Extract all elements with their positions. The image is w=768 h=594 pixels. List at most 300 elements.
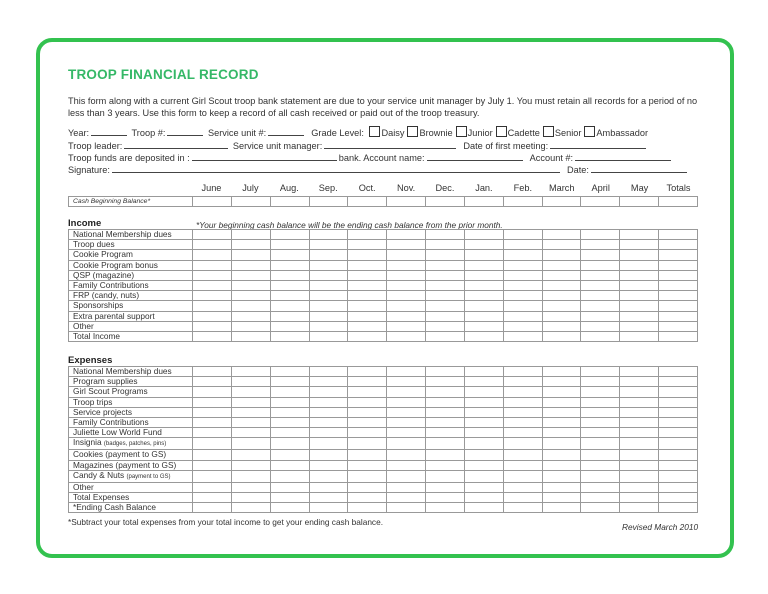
amount-cell[interactable] bbox=[581, 377, 620, 387]
amount-cell[interactable] bbox=[193, 482, 232, 492]
amount-cell[interactable] bbox=[503, 321, 542, 331]
amount-cell[interactable] bbox=[581, 321, 620, 331]
amount-cell[interactable] bbox=[581, 397, 620, 407]
amount-cell[interactable] bbox=[193, 280, 232, 290]
amount-cell[interactable] bbox=[387, 230, 426, 240]
amount-cell[interactable] bbox=[309, 331, 348, 341]
amount-cell[interactable] bbox=[193, 270, 232, 280]
amount-cell[interactable] bbox=[309, 387, 348, 397]
amount-cell[interactable] bbox=[193, 377, 232, 387]
amount-cell[interactable] bbox=[387, 503, 426, 513]
amount-cell[interactable] bbox=[581, 438, 620, 450]
amount-cell[interactable] bbox=[659, 230, 698, 240]
amount-cell[interactable] bbox=[542, 270, 581, 280]
amount-cell[interactable] bbox=[464, 240, 503, 250]
amount-cell[interactable] bbox=[309, 397, 348, 407]
amount-cell[interactable] bbox=[348, 250, 387, 260]
amount-cell[interactable] bbox=[387, 301, 426, 311]
amount-cell[interactable] bbox=[581, 460, 620, 470]
amount-cell[interactable] bbox=[387, 482, 426, 492]
amount-cell[interactable] bbox=[542, 331, 581, 341]
amount-cell[interactable] bbox=[581, 280, 620, 290]
amount-cell[interactable] bbox=[348, 230, 387, 240]
amount-cell[interactable] bbox=[464, 460, 503, 470]
amount-cell[interactable] bbox=[503, 470, 542, 482]
amount-cell[interactable] bbox=[659, 492, 698, 502]
amount-cell[interactable] bbox=[542, 377, 581, 387]
amount-cell[interactable] bbox=[193, 260, 232, 270]
amount-cell[interactable] bbox=[464, 377, 503, 387]
amount-cell[interactable] bbox=[620, 230, 659, 240]
amount-cell[interactable] bbox=[620, 377, 659, 387]
amount-cell[interactable] bbox=[659, 270, 698, 280]
amount-cell[interactable] bbox=[309, 377, 348, 387]
amount-cell[interactable] bbox=[270, 331, 309, 341]
amount-cell[interactable] bbox=[426, 230, 465, 240]
amount-cell[interactable] bbox=[270, 260, 309, 270]
amount-cell[interactable] bbox=[193, 492, 232, 502]
amount-cell[interactable] bbox=[464, 280, 503, 290]
amount-cell[interactable] bbox=[387, 240, 426, 250]
amount-cell[interactable] bbox=[503, 260, 542, 270]
amount-cell[interactable] bbox=[231, 417, 270, 427]
amount-cell[interactable] bbox=[464, 197, 503, 207]
amount-cell[interactable] bbox=[387, 331, 426, 341]
amount-cell[interactable] bbox=[348, 367, 387, 377]
amount-cell[interactable] bbox=[426, 450, 465, 460]
amount-cell[interactable] bbox=[387, 428, 426, 438]
amount-cell[interactable] bbox=[503, 387, 542, 397]
amount-cell[interactable] bbox=[231, 367, 270, 377]
amount-cell[interactable] bbox=[270, 321, 309, 331]
amount-cell[interactable] bbox=[193, 397, 232, 407]
amount-cell[interactable] bbox=[270, 311, 309, 321]
amount-cell[interactable] bbox=[542, 311, 581, 321]
amount-cell[interactable] bbox=[503, 407, 542, 417]
amount-cell[interactable] bbox=[464, 492, 503, 502]
amount-cell[interactable] bbox=[464, 397, 503, 407]
amount-cell[interactable] bbox=[348, 460, 387, 470]
amount-cell[interactable] bbox=[270, 291, 309, 301]
amount-cell[interactable] bbox=[231, 291, 270, 301]
amount-cell[interactable] bbox=[426, 417, 465, 427]
amount-cell[interactable] bbox=[348, 377, 387, 387]
amount-cell[interactable] bbox=[581, 197, 620, 207]
amount-cell[interactable] bbox=[387, 270, 426, 280]
amount-cell[interactable] bbox=[426, 470, 465, 482]
amount-cell[interactable] bbox=[426, 250, 465, 260]
amount-cell[interactable] bbox=[659, 250, 698, 260]
amount-cell[interactable] bbox=[387, 367, 426, 377]
amount-cell[interactable] bbox=[620, 331, 659, 341]
amount-cell[interactable] bbox=[503, 197, 542, 207]
amount-cell[interactable] bbox=[348, 397, 387, 407]
amount-cell[interactable] bbox=[503, 438, 542, 450]
amount-cell[interactable] bbox=[231, 503, 270, 513]
amount-cell[interactable] bbox=[270, 438, 309, 450]
amount-cell[interactable] bbox=[387, 470, 426, 482]
amount-cell[interactable] bbox=[231, 331, 270, 341]
amount-cell[interactable] bbox=[620, 197, 659, 207]
amount-cell[interactable] bbox=[542, 367, 581, 377]
amount-cell[interactable] bbox=[659, 197, 698, 207]
account-no-field[interactable] bbox=[575, 151, 671, 161]
amount-cell[interactable] bbox=[659, 438, 698, 450]
troop-leader-field[interactable] bbox=[124, 139, 228, 149]
amount-cell[interactable] bbox=[620, 460, 659, 470]
amount-cell[interactable] bbox=[309, 470, 348, 482]
amount-cell[interactable] bbox=[193, 331, 232, 341]
account-name-field[interactable] bbox=[427, 151, 523, 161]
amount-cell[interactable] bbox=[348, 291, 387, 301]
amount-cell[interactable] bbox=[309, 311, 348, 321]
year-field[interactable] bbox=[91, 126, 127, 136]
amount-cell[interactable] bbox=[659, 377, 698, 387]
amount-cell[interactable] bbox=[620, 301, 659, 311]
amount-cell[interactable] bbox=[426, 321, 465, 331]
amount-cell[interactable] bbox=[659, 367, 698, 377]
amount-cell[interactable] bbox=[348, 331, 387, 341]
amount-cell[interactable] bbox=[426, 331, 465, 341]
amount-cell[interactable] bbox=[348, 470, 387, 482]
amount-cell[interactable] bbox=[387, 311, 426, 321]
grade-checkbox-junior[interactable] bbox=[456, 126, 467, 137]
amount-cell[interactable] bbox=[659, 470, 698, 482]
amount-cell[interactable] bbox=[309, 503, 348, 513]
amount-cell[interactable] bbox=[309, 438, 348, 450]
grade-checkbox-senior[interactable] bbox=[543, 126, 554, 137]
amount-cell[interactable] bbox=[620, 291, 659, 301]
amount-cell[interactable] bbox=[503, 450, 542, 460]
amount-cell[interactable] bbox=[542, 417, 581, 427]
amount-cell[interactable] bbox=[270, 482, 309, 492]
amount-cell[interactable] bbox=[659, 387, 698, 397]
amount-cell[interactable] bbox=[464, 270, 503, 280]
amount-cell[interactable] bbox=[620, 270, 659, 280]
amount-cell[interactable] bbox=[503, 280, 542, 290]
amount-cell[interactable] bbox=[464, 250, 503, 260]
amount-cell[interactable] bbox=[231, 470, 270, 482]
amount-cell[interactable] bbox=[387, 407, 426, 417]
amount-cell[interactable] bbox=[581, 482, 620, 492]
amount-cell[interactable] bbox=[309, 367, 348, 377]
amount-cell[interactable] bbox=[426, 280, 465, 290]
amount-cell[interactable] bbox=[231, 197, 270, 207]
amount-cell[interactable] bbox=[503, 503, 542, 513]
amount-cell[interactable] bbox=[270, 367, 309, 377]
amount-cell[interactable] bbox=[581, 407, 620, 417]
amount-cell[interactable] bbox=[193, 438, 232, 450]
amount-cell[interactable] bbox=[270, 460, 309, 470]
amount-cell[interactable] bbox=[348, 417, 387, 427]
amount-cell[interactable] bbox=[387, 438, 426, 450]
amount-cell[interactable] bbox=[503, 250, 542, 260]
amount-cell[interactable] bbox=[503, 482, 542, 492]
amount-cell[interactable] bbox=[270, 428, 309, 438]
amount-cell[interactable] bbox=[231, 321, 270, 331]
sum-field[interactable] bbox=[324, 139, 456, 149]
amount-cell[interactable] bbox=[581, 503, 620, 513]
amount-cell[interactable] bbox=[503, 377, 542, 387]
amount-cell[interactable] bbox=[620, 417, 659, 427]
amount-cell[interactable] bbox=[542, 291, 581, 301]
amount-cell[interactable] bbox=[542, 240, 581, 250]
amount-cell[interactable] bbox=[348, 492, 387, 502]
amount-cell[interactable] bbox=[309, 291, 348, 301]
amount-cell[interactable] bbox=[464, 260, 503, 270]
amount-cell[interactable] bbox=[348, 438, 387, 450]
amount-cell[interactable] bbox=[464, 321, 503, 331]
amount-cell[interactable] bbox=[193, 321, 232, 331]
amount-cell[interactable] bbox=[659, 311, 698, 321]
amount-cell[interactable] bbox=[542, 387, 581, 397]
amount-cell[interactable] bbox=[503, 291, 542, 301]
amount-cell[interactable] bbox=[231, 492, 270, 502]
amount-cell[interactable] bbox=[270, 407, 309, 417]
amount-cell[interactable] bbox=[464, 367, 503, 377]
amount-cell[interactable] bbox=[581, 387, 620, 397]
amount-cell[interactable] bbox=[387, 492, 426, 502]
grade-checkbox-brownie[interactable] bbox=[407, 126, 418, 137]
amount-cell[interactable] bbox=[581, 311, 620, 321]
amount-cell[interactable] bbox=[309, 230, 348, 240]
amount-cell[interactable] bbox=[464, 407, 503, 417]
amount-cell[interactable] bbox=[193, 503, 232, 513]
amount-cell[interactable] bbox=[348, 280, 387, 290]
amount-cell[interactable] bbox=[464, 428, 503, 438]
amount-cell[interactable] bbox=[542, 301, 581, 311]
amount-cell[interactable] bbox=[231, 397, 270, 407]
amount-cell[interactable] bbox=[464, 387, 503, 397]
amount-cell[interactable] bbox=[309, 250, 348, 260]
amount-cell[interactable] bbox=[270, 470, 309, 482]
amount-cell[interactable] bbox=[348, 387, 387, 397]
amount-cell[interactable] bbox=[503, 230, 542, 240]
amount-cell[interactable] bbox=[193, 470, 232, 482]
amount-cell[interactable] bbox=[387, 387, 426, 397]
amount-cell[interactable] bbox=[348, 407, 387, 417]
amount-cell[interactable] bbox=[309, 321, 348, 331]
amount-cell[interactable] bbox=[503, 460, 542, 470]
amount-cell[interactable] bbox=[542, 492, 581, 502]
amount-cell[interactable] bbox=[193, 417, 232, 427]
amount-cell[interactable] bbox=[193, 301, 232, 311]
amount-cell[interactable] bbox=[348, 197, 387, 207]
amount-cell[interactable] bbox=[270, 230, 309, 240]
amount-cell[interactable] bbox=[620, 428, 659, 438]
amount-cell[interactable] bbox=[464, 503, 503, 513]
amount-cell[interactable] bbox=[193, 407, 232, 417]
amount-cell[interactable] bbox=[309, 197, 348, 207]
amount-cell[interactable] bbox=[620, 438, 659, 450]
amount-cell[interactable] bbox=[387, 321, 426, 331]
amount-cell[interactable] bbox=[503, 270, 542, 280]
amount-cell[interactable] bbox=[503, 240, 542, 250]
amount-cell[interactable] bbox=[270, 417, 309, 427]
amount-cell[interactable] bbox=[309, 460, 348, 470]
amount-cell[interactable] bbox=[309, 417, 348, 427]
amount-cell[interactable] bbox=[348, 450, 387, 460]
amount-cell[interactable] bbox=[426, 492, 465, 502]
amount-cell[interactable] bbox=[581, 367, 620, 377]
grade-checkbox-daisy[interactable] bbox=[369, 126, 380, 137]
amount-cell[interactable] bbox=[503, 492, 542, 502]
amount-cell[interactable] bbox=[464, 311, 503, 321]
amount-cell[interactable] bbox=[231, 460, 270, 470]
amount-cell[interactable] bbox=[231, 280, 270, 290]
amount-cell[interactable] bbox=[542, 407, 581, 417]
amount-cell[interactable] bbox=[193, 367, 232, 377]
amount-cell[interactable] bbox=[426, 311, 465, 321]
amount-cell[interactable] bbox=[542, 321, 581, 331]
amount-cell[interactable] bbox=[426, 377, 465, 387]
amount-cell[interactable] bbox=[503, 311, 542, 321]
amount-cell[interactable] bbox=[542, 470, 581, 482]
amount-cell[interactable] bbox=[464, 301, 503, 311]
grade-checkbox-cadette[interactable] bbox=[496, 126, 507, 137]
amount-cell[interactable] bbox=[620, 240, 659, 250]
amount-cell[interactable] bbox=[426, 460, 465, 470]
amount-cell[interactable] bbox=[270, 197, 309, 207]
amount-cell[interactable] bbox=[426, 367, 465, 377]
amount-cell[interactable] bbox=[620, 311, 659, 321]
amount-cell[interactable] bbox=[193, 460, 232, 470]
amount-cell[interactable] bbox=[193, 250, 232, 260]
amount-cell[interactable] bbox=[503, 397, 542, 407]
amount-cell[interactable] bbox=[231, 301, 270, 311]
amount-cell[interactable] bbox=[348, 301, 387, 311]
amount-cell[interactable] bbox=[620, 407, 659, 417]
date-field[interactable] bbox=[591, 163, 687, 173]
amount-cell[interactable] bbox=[620, 280, 659, 290]
amount-cell[interactable] bbox=[309, 450, 348, 460]
amount-cell[interactable] bbox=[542, 503, 581, 513]
amount-cell[interactable] bbox=[387, 417, 426, 427]
amount-cell[interactable] bbox=[309, 492, 348, 502]
amount-cell[interactable] bbox=[659, 321, 698, 331]
amount-cell[interactable] bbox=[270, 301, 309, 311]
amount-cell[interactable] bbox=[231, 482, 270, 492]
signature-field[interactable] bbox=[112, 163, 560, 173]
amount-cell[interactable] bbox=[659, 240, 698, 250]
amount-cell[interactable] bbox=[659, 428, 698, 438]
amount-cell[interactable] bbox=[659, 397, 698, 407]
amount-cell[interactable] bbox=[348, 321, 387, 331]
service-unit-field[interactable] bbox=[268, 126, 304, 136]
amount-cell[interactable] bbox=[231, 250, 270, 260]
amount-cell[interactable] bbox=[620, 367, 659, 377]
amount-cell[interactable] bbox=[426, 301, 465, 311]
amount-cell[interactable] bbox=[426, 503, 465, 513]
amount-cell[interactable] bbox=[231, 270, 270, 280]
amount-cell[interactable] bbox=[503, 367, 542, 377]
amount-cell[interactable] bbox=[193, 428, 232, 438]
amount-cell[interactable] bbox=[193, 450, 232, 460]
amount-cell[interactable] bbox=[464, 230, 503, 240]
amount-cell[interactable] bbox=[464, 470, 503, 482]
amount-cell[interactable] bbox=[659, 301, 698, 311]
amount-cell[interactable] bbox=[426, 387, 465, 397]
first-meeting-field[interactable] bbox=[550, 139, 646, 149]
amount-cell[interactable] bbox=[542, 450, 581, 460]
amount-cell[interactable] bbox=[387, 260, 426, 270]
amount-cell[interactable] bbox=[426, 438, 465, 450]
amount-cell[interactable] bbox=[620, 470, 659, 482]
amount-cell[interactable] bbox=[231, 230, 270, 240]
amount-cell[interactable] bbox=[348, 260, 387, 270]
amount-cell[interactable] bbox=[542, 260, 581, 270]
amount-cell[interactable] bbox=[309, 428, 348, 438]
amount-cell[interactable] bbox=[503, 428, 542, 438]
amount-cell[interactable] bbox=[581, 417, 620, 427]
amount-cell[interactable] bbox=[348, 503, 387, 513]
amount-cell[interactable] bbox=[659, 460, 698, 470]
amount-cell[interactable] bbox=[581, 331, 620, 341]
amount-cell[interactable] bbox=[309, 280, 348, 290]
amount-cell[interactable] bbox=[620, 387, 659, 397]
amount-cell[interactable] bbox=[464, 482, 503, 492]
amount-cell[interactable] bbox=[348, 240, 387, 250]
bank-field[interactable] bbox=[192, 151, 337, 161]
amount-cell[interactable] bbox=[503, 331, 542, 341]
amount-cell[interactable] bbox=[581, 492, 620, 502]
amount-cell[interactable] bbox=[387, 460, 426, 470]
amount-cell[interactable] bbox=[659, 260, 698, 270]
amount-cell[interactable] bbox=[426, 397, 465, 407]
amount-cell[interactable] bbox=[426, 407, 465, 417]
amount-cell[interactable] bbox=[270, 450, 309, 460]
amount-cell[interactable] bbox=[231, 407, 270, 417]
amount-cell[interactable] bbox=[193, 240, 232, 250]
amount-cell[interactable] bbox=[542, 460, 581, 470]
amount-cell[interactable] bbox=[231, 428, 270, 438]
amount-cell[interactable] bbox=[231, 240, 270, 250]
amount-cell[interactable] bbox=[503, 301, 542, 311]
amount-cell[interactable] bbox=[387, 197, 426, 207]
amount-cell[interactable] bbox=[659, 503, 698, 513]
amount-cell[interactable] bbox=[309, 240, 348, 250]
amount-cell[interactable] bbox=[426, 270, 465, 280]
amount-cell[interactable] bbox=[193, 311, 232, 321]
amount-cell[interactable] bbox=[387, 397, 426, 407]
amount-cell[interactable] bbox=[620, 482, 659, 492]
amount-cell[interactable] bbox=[659, 407, 698, 417]
amount-cell[interactable] bbox=[426, 260, 465, 270]
amount-cell[interactable] bbox=[581, 291, 620, 301]
amount-cell[interactable] bbox=[542, 250, 581, 260]
amount-cell[interactable] bbox=[464, 450, 503, 460]
amount-cell[interactable] bbox=[542, 230, 581, 240]
amount-cell[interactable] bbox=[348, 311, 387, 321]
amount-cell[interactable] bbox=[542, 438, 581, 450]
amount-cell[interactable] bbox=[309, 301, 348, 311]
amount-cell[interactable] bbox=[620, 450, 659, 460]
amount-cell[interactable] bbox=[387, 250, 426, 260]
amount-cell[interactable] bbox=[542, 280, 581, 290]
amount-cell[interactable] bbox=[620, 260, 659, 270]
amount-cell[interactable] bbox=[542, 482, 581, 492]
amount-cell[interactable] bbox=[464, 417, 503, 427]
amount-cell[interactable] bbox=[231, 311, 270, 321]
amount-cell[interactable] bbox=[503, 417, 542, 427]
amount-cell[interactable] bbox=[620, 250, 659, 260]
amount-cell[interactable] bbox=[659, 291, 698, 301]
amount-cell[interactable] bbox=[620, 397, 659, 407]
amount-cell[interactable] bbox=[581, 240, 620, 250]
amount-cell[interactable] bbox=[193, 291, 232, 301]
amount-cell[interactable] bbox=[270, 270, 309, 280]
amount-cell[interactable] bbox=[270, 280, 309, 290]
